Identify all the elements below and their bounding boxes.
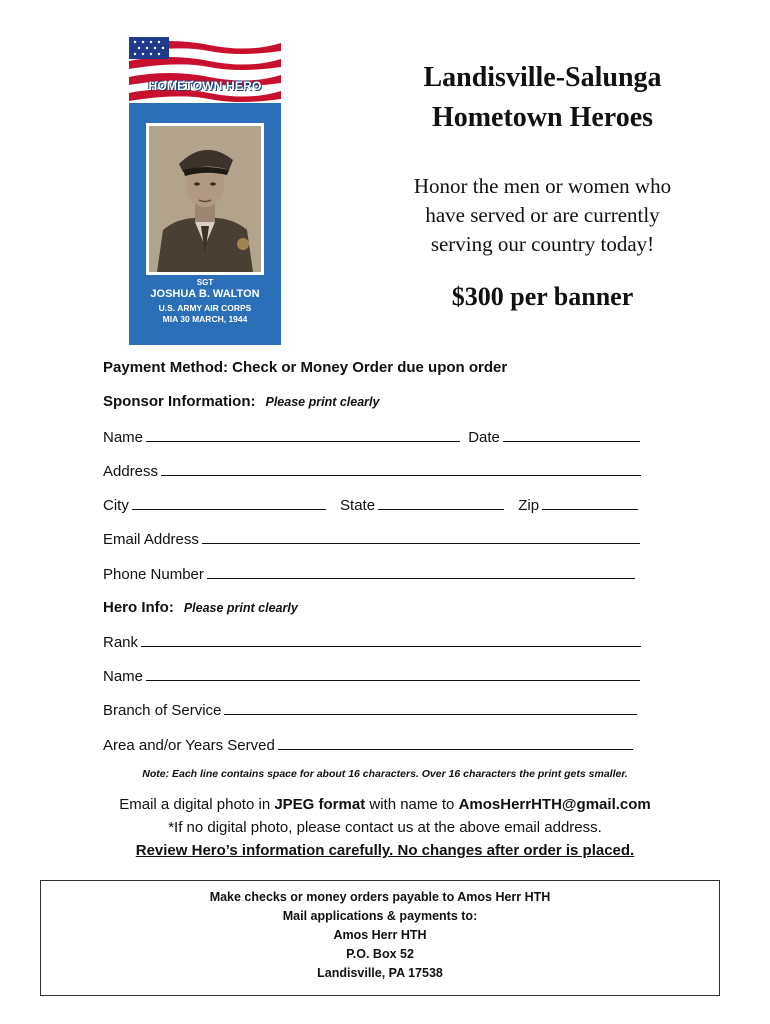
hero-heading-row [103,597,298,619]
hero-name-field[interactable] [146,665,640,681]
email-address-link[interactable]: AmosHerrHTH@gmail.com [458,796,651,813]
phone-label: Phone Number [103,566,204,583]
email-prefix: Email a digital photo in [119,796,275,813]
title-line-2: Hometown Heroes [431,102,654,133]
hero-unit-text: U.S. ARMY AIR CORPS [158,303,252,313]
sponsor-hint: Please print clearly [265,395,380,409]
tagline [360,172,725,259]
mailing-line-1: Make checks or money orders payable to Amos Herr HTH [209,890,551,904]
date-label: Date [468,429,500,446]
hero-hint: Please print clearly [183,601,298,615]
email-instruction [0,796,770,813]
hometown-hero-banner-image [129,37,281,345]
phone-field[interactable] [207,563,635,579]
zip-label: Zip [518,497,540,514]
email-field[interactable] [202,528,640,544]
sponsor-heading-row [103,391,379,413]
soldier-portrait [149,126,261,272]
address-field[interactable] [161,460,641,476]
review-warning: Review Hero’s information carefully. No changes after order is placed. [135,842,635,859]
address-label: Address [103,463,159,480]
branch-row [103,699,637,721]
email-middle: with name to [365,796,459,813]
email-row [103,528,640,550]
hero-heading: Hero Info: [103,599,174,616]
hero-name-row [103,665,640,687]
hero-rank-text: SGT [196,278,214,287]
payment-method: Payment Method: Check or Money Order due upon order [103,359,508,376]
rank-field[interactable] [141,631,641,647]
no-photo-instruction: *If no digital photo, please contact us at the above email address. [168,819,602,836]
price: $300 per banner [451,282,634,311]
portrait-frame [146,123,264,275]
banner-title: HOMETOWN HERO [148,79,262,93]
tagline-line-3: serving our country today! [430,232,655,256]
area-label: Area and/or Years Served [103,737,275,754]
hero-name-label: Name [103,668,144,685]
mailing-info-box [40,880,720,996]
email-format: JPEG format [274,796,366,813]
page-title [360,58,725,138]
mailing-line-2: Mail applications & payments to: [282,909,478,923]
zip-field[interactable] [542,494,638,510]
mailing-line-4: P.O. Box 52 [346,947,414,961]
city-field[interactable] [132,494,326,510]
rank-label: Rank [103,634,139,651]
rank-row [103,631,641,653]
title-line-1: Landisville-Salunga [423,62,662,93]
branch-label: Branch of Service [103,702,222,719]
hero-mia-text: MIA 30 MARCH, 1944 [162,314,248,324]
name-label: Name [103,429,144,446]
date-field[interactable] [503,426,640,442]
sponsor-name-row [103,426,640,448]
american-flag-graphic [129,37,281,111]
city-state-zip-row [103,494,638,516]
city-label: City [103,497,129,514]
branch-field[interactable] [224,699,637,715]
tagline-line-1: Honor the men or women who [413,174,672,198]
sponsor-name-field[interactable] [146,426,460,442]
character-note: Note: Each line contains space for about 16 characters. Over 16 characters the print gets smaller. [142,768,628,780]
area-row [103,734,633,756]
hero-name-text: JOSHUA B. WALTON [150,288,260,300]
review-warning-row [0,842,770,859]
phone-row [103,563,635,585]
tagline-line-2: have served or are currently [425,203,660,227]
address-row [103,460,641,482]
state-label: State [340,497,376,514]
state-field[interactable] [378,494,504,510]
sponsor-heading: Sponsor Information: [103,393,256,410]
area-field[interactable] [278,734,633,750]
mailing-line-5: Landisville, PA 17538 [317,966,443,980]
mailing-line-3: Amos Herr HTH [333,928,427,942]
email-label: Email Address [103,531,199,548]
banner-caption [129,275,281,324]
